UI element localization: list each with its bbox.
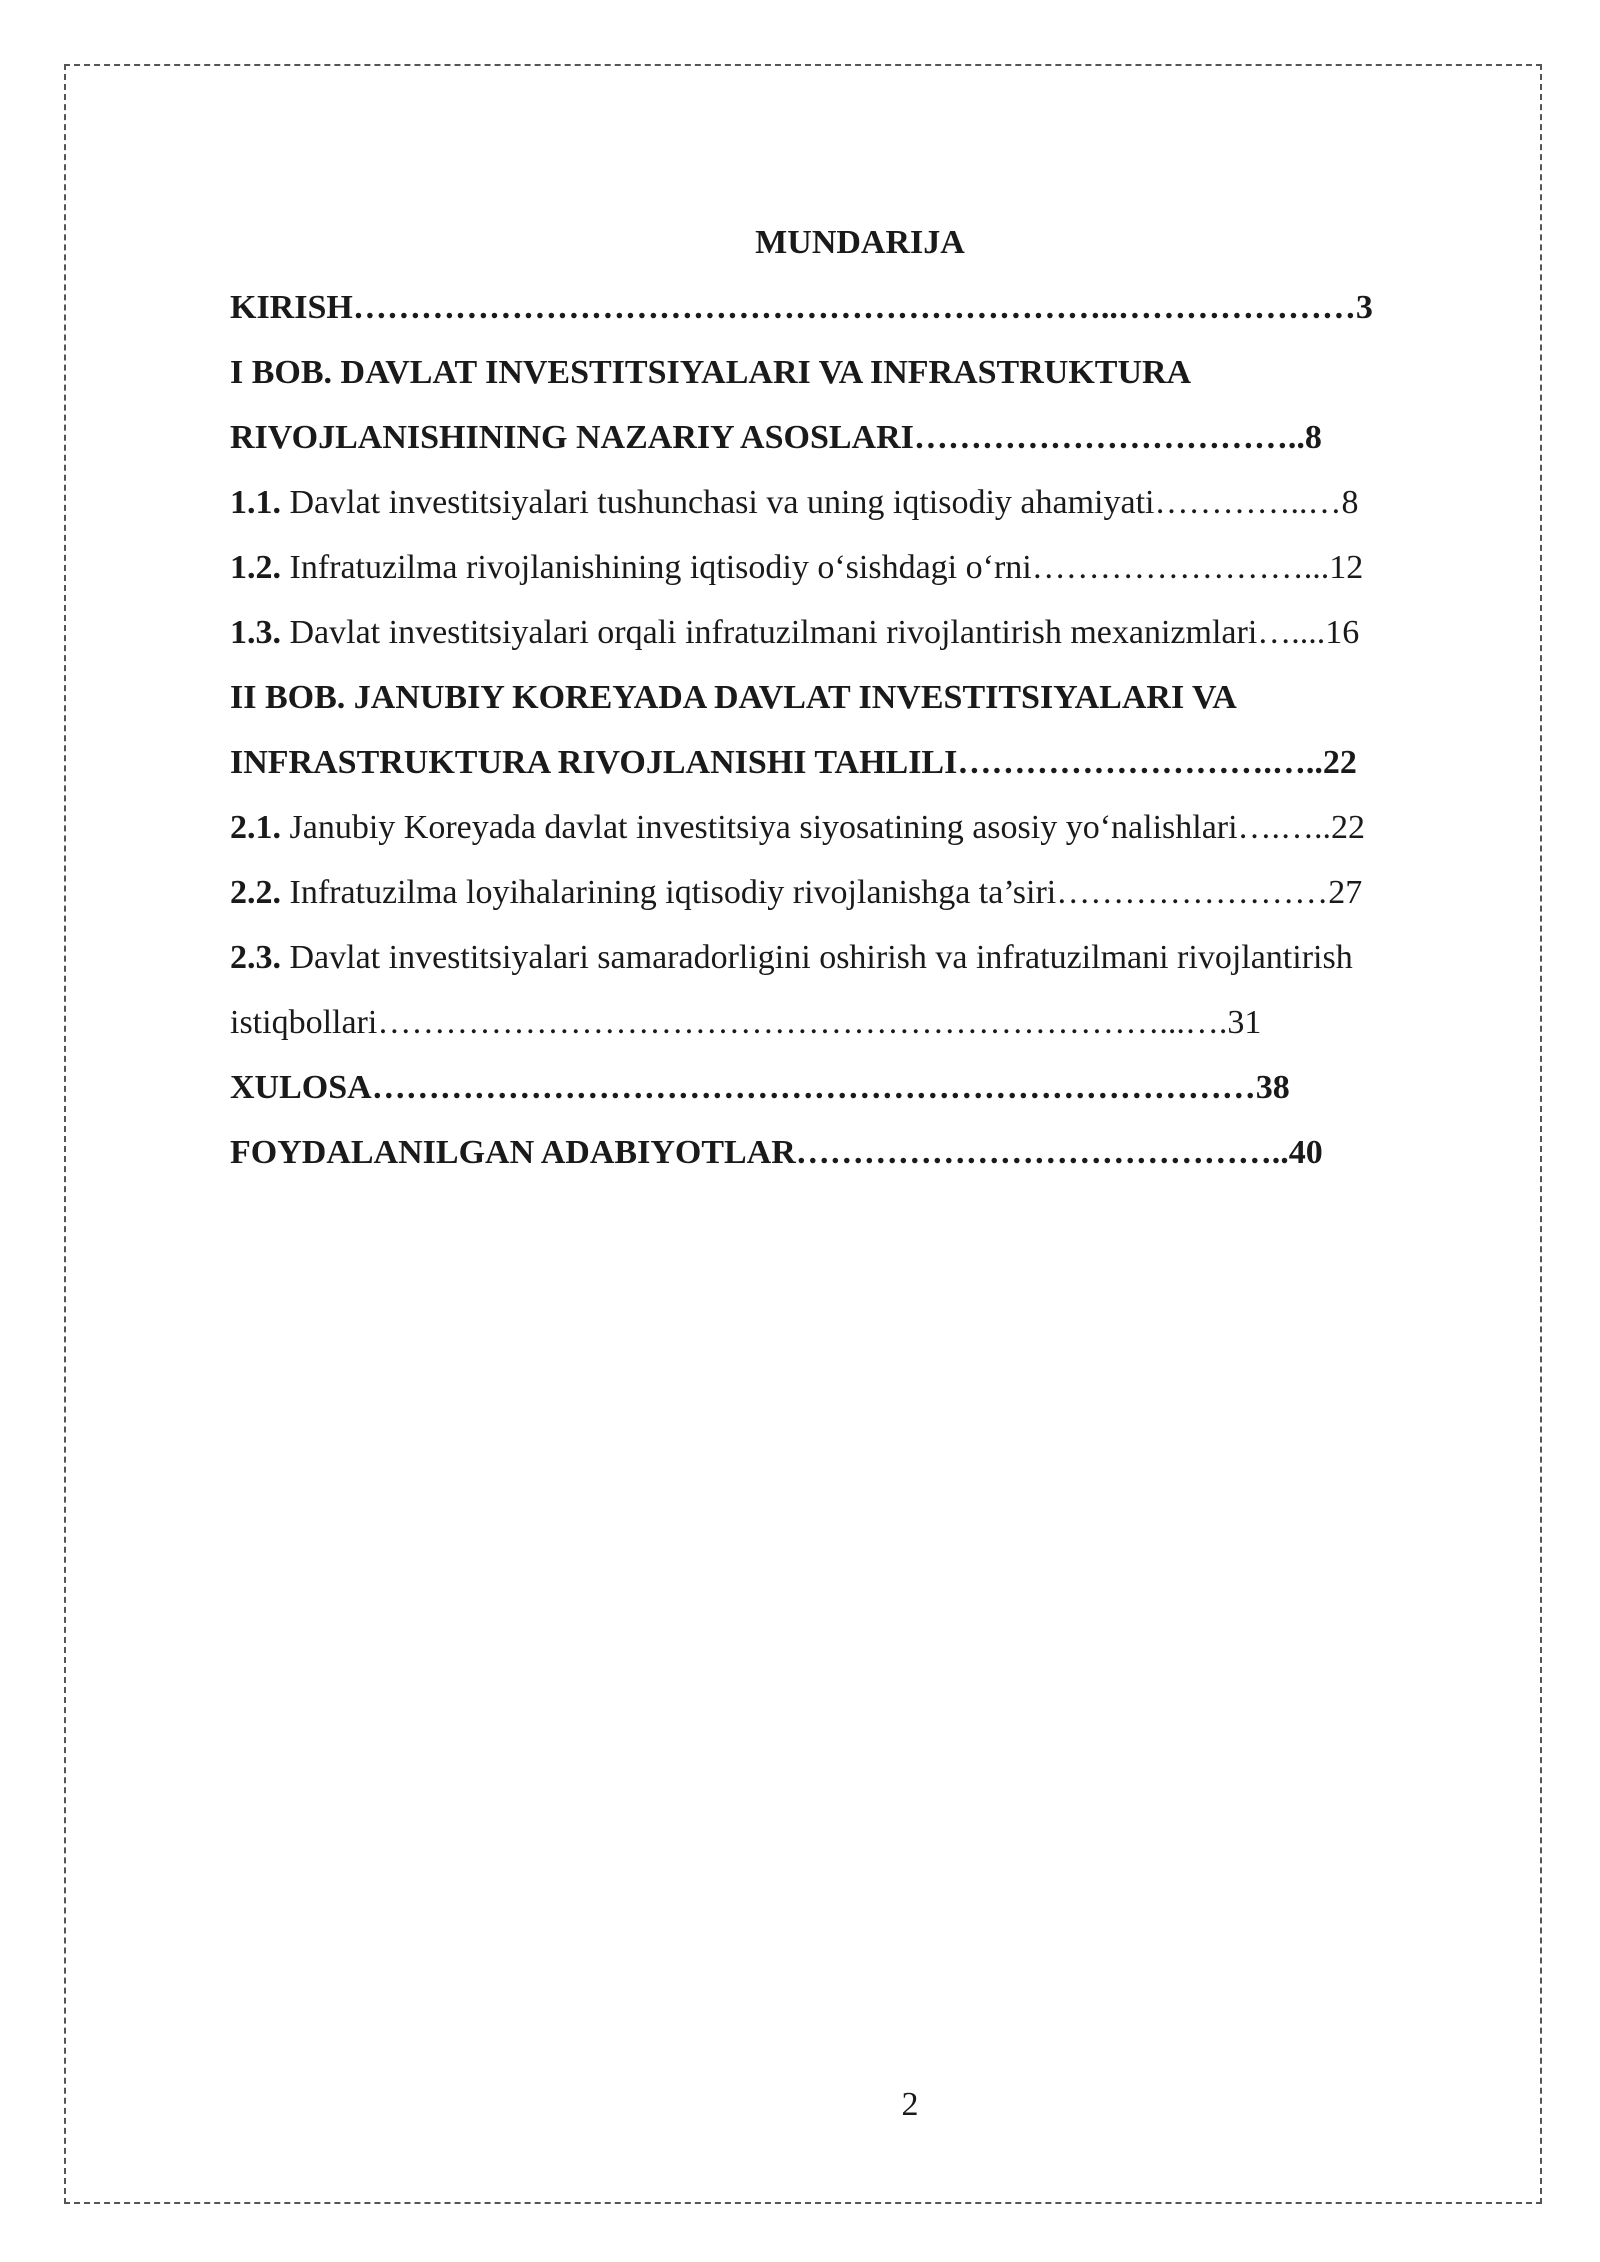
toc-heading: MUNDARIJA bbox=[755, 224, 965, 261]
toc-entry-number: 1.2. bbox=[230, 549, 281, 586]
toc-entry-text: Janubiy Koreyada davlat investitsiya siyosatining asosiy yo‘nalishlari….…..22 bbox=[281, 809, 1366, 846]
toc-entry-adabiyotlar[interactable] bbox=[230, 1120, 1490, 1185]
toc-entry-section-1-3[interactable] bbox=[230, 600, 1490, 665]
toc-entry-section-2-2[interactable] bbox=[230, 860, 1490, 925]
toc-entry-number: 2.1. bbox=[230, 809, 281, 846]
toc-entry-number: 1.3. bbox=[230, 614, 281, 651]
toc-entry-section-2-3-line-1[interactable] bbox=[230, 925, 1490, 990]
toc-entry-number: 2.3. bbox=[230, 939, 281, 976]
toc-entry-kirish[interactable] bbox=[230, 275, 1490, 340]
table-of-contents bbox=[230, 210, 1490, 1185]
toc-entry-xulosa[interactable] bbox=[230, 1055, 1490, 1120]
toc-entry-number: 1.1. bbox=[230, 484, 281, 521]
toc-entry-text: Infratuzilma rivojlanishining iqtisodiy o‘sishdagi o‘rni……………………...12 bbox=[281, 549, 1364, 586]
toc-entry-number: 2.2. bbox=[230, 874, 281, 911]
toc-entry-section-1-1[interactable] bbox=[230, 470, 1490, 535]
toc-entry-text: Infratuzilma loyihalarining iqtisodiy rivojlanishga ta’siri……………………27 bbox=[281, 874, 1363, 911]
toc-entry-section-2-3-line-2[interactable] bbox=[230, 990, 1490, 1055]
toc-entry-text: XULOSA……………………………………………………………………38 bbox=[230, 1069, 1290, 1106]
toc-entry-chapter-1-line-1[interactable] bbox=[230, 340, 1490, 405]
toc-entry-text: II BOB. JANUBIY KOREYADA DAVLAT INVESTITSIYALARI VA bbox=[230, 679, 1237, 716]
page-number: 2 bbox=[901, 2086, 919, 2123]
toc-entry-text: KIRISH…………………………………………………………..…………………3 bbox=[230, 289, 1373, 326]
toc-entry-chapter-2-line-1[interactable] bbox=[230, 665, 1490, 730]
toc-entry-text: FOYDALANILGAN ADABIYOTLAR……………………………………..40 bbox=[230, 1134, 1323, 1171]
toc-entry-section-2-1[interactable] bbox=[230, 795, 1490, 860]
toc-entry-chapter-2-line-2[interactable] bbox=[230, 730, 1490, 795]
toc-entry-text: RIVOJLANISHINING NAZARIY ASOSLARI……………………………..8 bbox=[230, 419, 1322, 456]
toc-entry-text: Davlat investitsiyalari tushunchasi va uning iqtisodiy ahamiyati…………..…8 bbox=[281, 484, 1359, 521]
toc-entry-chapter-1-line-2[interactable] bbox=[230, 405, 1490, 470]
toc-entry-section-1-2[interactable] bbox=[230, 535, 1490, 600]
toc-entry-text: istiqbollari……………………………………………………………...….31 bbox=[230, 1004, 1262, 1041]
toc-entry-text: I BOB. DAVLAT INVESTITSIYALARI VA INFRASTRUKTURA bbox=[230, 354, 1192, 391]
toc-entry-text: Davlat investitsiyalari orqali infratuzilmani rivojlantirish mexanizmlari…....16 bbox=[281, 614, 1360, 651]
toc-entry-text: INFRASTRUKTURA RIVOJLANISHI TAHLILI……………………….…..22 bbox=[230, 744, 1357, 781]
toc-entry-text: Davlat investitsiyalari samaradorligini oshirish va infratuzilmani rivojlantirish bbox=[281, 939, 1353, 976]
